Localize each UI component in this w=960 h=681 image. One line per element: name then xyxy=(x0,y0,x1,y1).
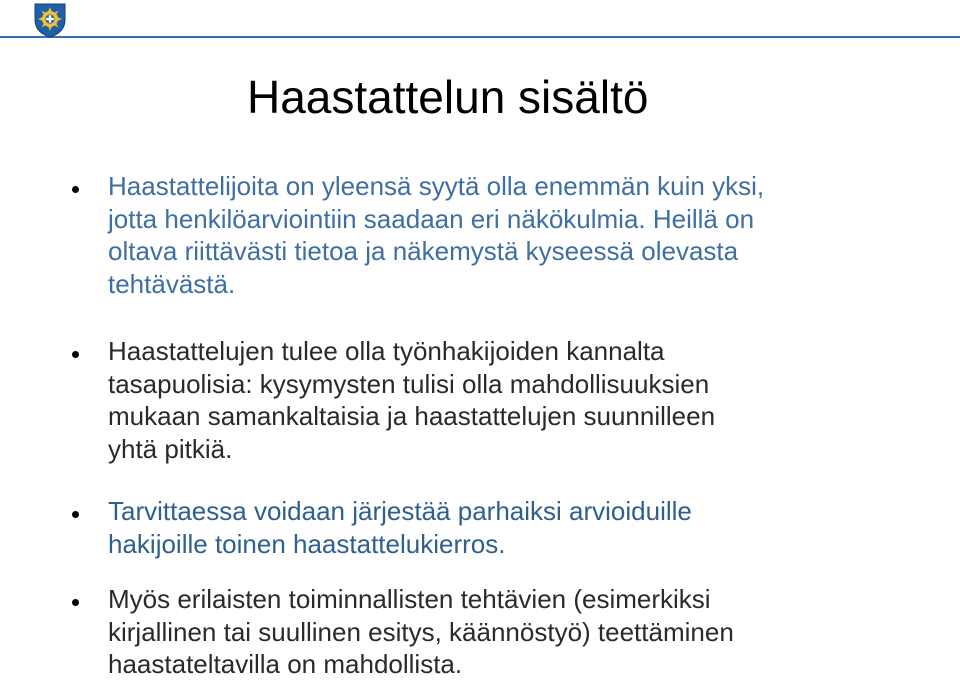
bullet-text: Myös erilaisten toiminnallisten tehtävien (esimerkiksi kirjallinen tai suullinen esitys, käännöstyö) teettäminen haastateltavilla on mahdollista. xyxy=(108,584,734,679)
bullet-text: Haastattelijoita on yleensä syytä olla enemmän kuin yksi, jotta henkilöarviointiin saadaan eri näkökulmia. Heillä on oltava riittävästi tietoa ja näkemystä kyseessä olevasta tehtävästä. xyxy=(108,171,765,299)
bullet-dot-icon xyxy=(72,511,79,518)
bullet-dot-icon xyxy=(72,599,79,606)
bullet-dot-icon xyxy=(72,186,79,193)
slide-title: Haastattelun sisältö xyxy=(247,71,649,123)
bullet-text: Haastattelujen tulee olla työnhakijoiden kannalta tasapuolisia: kysymysten tulisi olla mahdollisuuksien mukaan samankaltaisia ja haastattelujen suunnilleen yhtä pitkiä. xyxy=(108,336,716,464)
bullet-dot-icon xyxy=(72,351,79,358)
bullet-text: Tarvittaessa voidaan järjestää parhaiksi arvioiduille hakijoille toinen haastattelukierros. xyxy=(108,496,692,559)
